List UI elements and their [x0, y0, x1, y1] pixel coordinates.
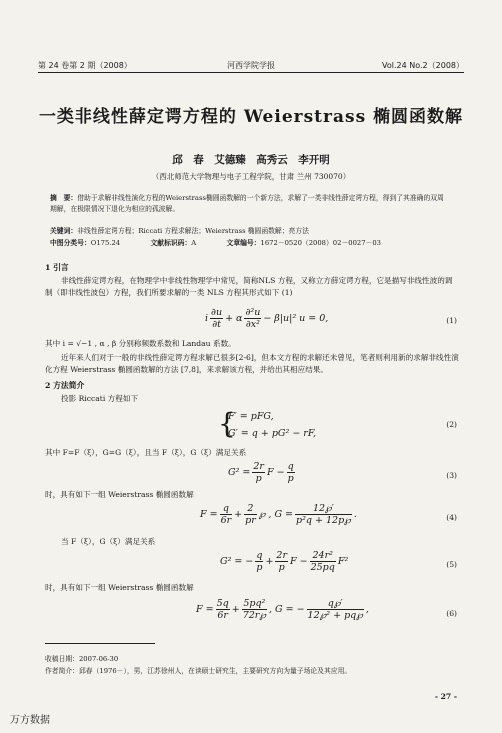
section-2-paragraph-3: 时，具有如下一组 Weierstrass 椭圆函数解: [45, 490, 194, 499]
abstract-text: 借助于求解非线性演化方程的Weierstrass椭圆函数解的一个新方法，求解了一类非线性薛定谔方程，得到了其准确的双周期解，在极限情况下退化为相应的孤波解。: [50, 194, 444, 213]
doccode-value: A: [191, 239, 197, 247]
section-1-paragraph-3: 近年来人们对于一般的非线性薛定谔方程求解已很多[2-6]，但本文方程的求解还未曾见，笔者则利用新的求解非线性演化方程 Weierstrass 椭圆函数解的方法 [7,8]，来求解该方程，并给出其相应结果。: [45, 353, 459, 374]
article-value: 1672－0520（2008）02－0027－03: [260, 239, 381, 247]
header-rule: [38, 72, 464, 73]
class-value: O175.24: [90, 239, 121, 247]
equation-3-number: (3): [446, 471, 457, 480]
equation-4-number: (4): [446, 513, 457, 522]
section-2-paragraph-2: 其中 F=F（ξ），G=G（ξ），且当 F（ξ），G（ξ）满足关系: [45, 448, 247, 457]
equation-3: G² = $\frac{2r}{p}$ F − $\frac{q}{p}$: [228, 461, 294, 484]
watermark-text: 万方数据: [10, 715, 50, 726]
section-2-paragraph-4: 当 F（ξ），G（ξ）满足关系: [61, 537, 156, 546]
paper-title: 一类非线性薛定谔方程的 Weierstrass 椭圆函数解: [38, 107, 464, 127]
equation-2: [218, 407, 316, 442]
equation-2-brace: {: [218, 407, 236, 440]
journal-volume: 第 24 卷第 2 期（2008）: [38, 61, 132, 70]
footnote-received: 收稿日期：2007-06-30: [45, 655, 119, 663]
section-1-paragraph-2: 其中 i = √−1 , α , β 分别称频数系数和 Landau 系数。: [45, 339, 236, 348]
equation-2-line-2: G′ = q + pG² − rF,: [228, 428, 316, 439]
journal-name: 河西学院学报: [227, 61, 275, 70]
keywords-text: 非线性薛定谔方程；Riccati 方程求解法；Weierstrass 椭圆函数解；亮方法: [77, 227, 309, 235]
equation-4: F = $\frac{q}{6r}$ + $\frac{2}{pr}$ ℘ , G = $\frac{12℘'}{\text{p²q + 12p℘}}$ .: [200, 503, 357, 526]
page-number: - 27 -: [434, 692, 457, 701]
footnote-author: 作者简介：邱春（1976－），男，江苏徐州人，在读硕士研究生，主要研究方向为量子场论及其应用。: [45, 667, 352, 675]
author-affiliation: （西北师范大学物理与电子工程学院，甘肃 兰州 730070）: [151, 172, 351, 181]
journal-volume-en: Vol.24 No.2（2008）: [382, 61, 464, 70]
equation-1-number: (1): [446, 316, 457, 325]
equation-2-number: (2): [446, 420, 457, 429]
equation-5: G² = − $\frac{q}{p}$ + $\frac{2r}{p}$ F − $\frac{\text{24r²}}{25pq}$ F²: [220, 550, 349, 573]
section-2-paragraph-5: 时，具有如下一组 Weierstrass 椭圆函数解: [45, 583, 194, 592]
class-label: 中图分类号：: [50, 239, 91, 247]
abstract: [50, 193, 450, 215]
equation-6-number: (6): [446, 609, 457, 618]
equation-6: F = $\frac{5q}{6r}$ + $\frac{\text{5pq²}}{72r℘}$ , G = − $\frac{q℘'}{\text{12℘² + pq℘}}$ ,: [196, 598, 369, 621]
equation-2-line-1: F′ = pFG,: [228, 411, 274, 422]
section-1-title: 1 引言: [45, 263, 69, 272]
paper-authors: 邱 春 艾德臻 高秀云 李开明: [172, 154, 330, 166]
equation-5-number: (5): [446, 560, 457, 569]
section-2-title: 2 方法简介: [45, 381, 85, 390]
classification-line: [50, 238, 470, 249]
keywords-label: 关键词：: [50, 227, 78, 235]
abstract-label: 摘 要：: [50, 194, 78, 202]
keywords: [50, 226, 450, 237]
section-2-paragraph-1: 投影 Riccati 方程如下: [61, 394, 139, 403]
doccode-label: 文献标识码：: [150, 239, 192, 247]
article-label: 文章编号：: [226, 239, 261, 247]
footnote-rule: [45, 643, 155, 644]
equation-1: i $\frac{\partial u}{\partial t}$ + α $\frac{\text{∂²u}}{\text{∂x²}}$ − β|u|² u = 0,: [205, 307, 329, 330]
section-1-paragraph-1: 非线性薛定谔方程，在物理学中非线性物理学中常见，简称NLS 方程，又称立方薛定谔方程，它是描写非线性波的调制（即非线性波包）方程，我们所要求解的一类 NLS 方程其形式如下 (1): [45, 276, 453, 297]
